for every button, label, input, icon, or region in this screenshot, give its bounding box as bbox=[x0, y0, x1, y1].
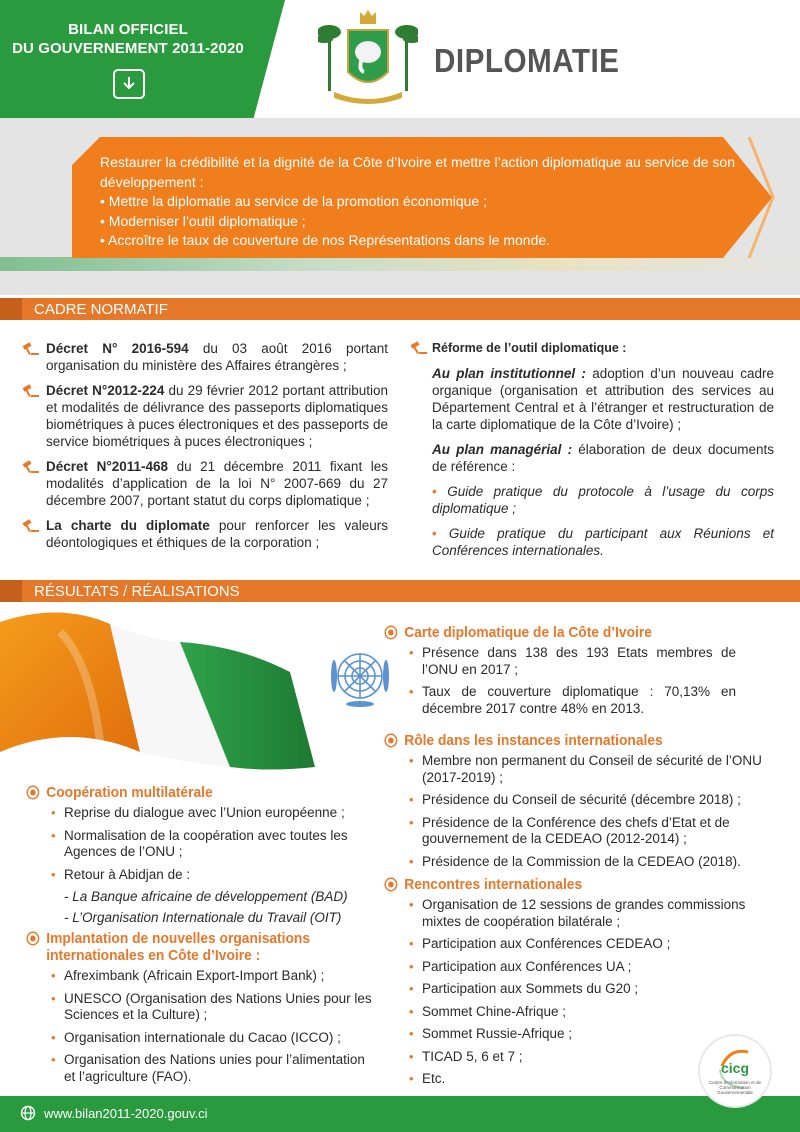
website-link[interactable]: www.bilan2011-2020.gouv.ci bbox=[44, 1106, 208, 1121]
globe-icon bbox=[20, 1105, 36, 1121]
implantation-block bbox=[26, 930, 376, 1091]
cadre-item: Décret N°2011-468 du 21 décembre 2011 fixant les modalités d’application de la loi N° 2007-669 du 27 décembre 2007, portant statut du corps diplomatique ; bbox=[22, 458, 388, 509]
reforme-block bbox=[410, 340, 774, 567]
section-title-results: RÉSULTATS / RÉALISATIONS bbox=[34, 583, 240, 600]
page-footer bbox=[0, 1096, 800, 1132]
implantation-title: Implantation de nouvelles organisations internationales en Côte d’Ivoire : bbox=[26, 930, 348, 964]
list-item: • TICAD 5, 6 et 7 ; bbox=[406, 1049, 774, 1066]
target-icon bbox=[384, 733, 398, 748]
gavel-icon bbox=[22, 519, 40, 533]
list-item: • Participation aux Conférences UA ; bbox=[406, 959, 774, 976]
header-title bbox=[0, 20, 256, 58]
cadre-item: Décret N°2012-224 du 29 février 2012 portant attribution et modalités de délivrance des passeports diplomatiques biométriques à puces électroniques et des passeports de service biométriques à puces électroniques ; bbox=[22, 382, 388, 450]
intro-text bbox=[100, 153, 740, 251]
list-item: • Afreximbank (Africain Export-Import Bank) ; bbox=[48, 968, 376, 985]
cicg-logo-text: cicg bbox=[720, 1060, 749, 1076]
list-item: • Membre non permanent du Conseil de sécurité de l’ONU (2017-2019) ; bbox=[406, 753, 774, 786]
gavel-icon bbox=[22, 384, 40, 398]
cicg-logo-caption: Centre d’Information et de Communication Gouvernementale bbox=[708, 1080, 762, 1095]
intro-bullet: • Moderniser l’outil diplomatique ; bbox=[100, 212, 306, 229]
gavel-icon bbox=[22, 342, 40, 356]
list-item: • Présidence de la Conférence des chefs d’Etat et de gouvernement de la CEDEAO (2012-2014) ; bbox=[406, 815, 774, 848]
list-item: • Organisation des Nations unies pour l’alimentation et l’agriculture (FAO). bbox=[48, 1052, 376, 1085]
cooperation-title: Coopération multilatérale bbox=[26, 784, 348, 801]
list-item: • Etc. bbox=[406, 1071, 774, 1088]
reforme-managerial: Au plan managérial : élaboration de deux documents de référence : bbox=[432, 442, 774, 474]
cadre-item-bold: La charte du diplomate bbox=[46, 518, 210, 533]
ivory-coast-flag-image bbox=[0, 602, 320, 772]
guide-item: • Guide pratique du protocole à l’usage du corps diplomatique ; bbox=[432, 484, 774, 516]
list-item: • Reprise du dialogue avec l’Union européenne ; bbox=[48, 805, 376, 822]
section-title-cadre: CADRE NORMATIF bbox=[34, 301, 168, 318]
reforme-title: Réforme de l’outil diplomatique : bbox=[410, 340, 774, 357]
list-item: • UNESCO (Organisation des Nations Unies pour les Sciences et la Culture) ; bbox=[48, 991, 376, 1024]
page-title: DIPLOMATIE bbox=[434, 42, 620, 79]
sub-item: - La Banque africaine de développement (BAD) bbox=[64, 889, 348, 904]
list-item: • Sommet Russie-Afrique ; bbox=[406, 1026, 774, 1043]
intro-bullet: • Accroître le taux de couverture de nos Représentations dans le monde. bbox=[100, 232, 551, 248]
list-item: • Présence dans 138 des 193 Etats membres de l’ONU en 2017 ; bbox=[406, 645, 736, 678]
guide-item: • Guide pratique du participant aux Réunions et Conférences internationales. bbox=[432, 526, 774, 558]
header-title-line1: BILAN OFFICIEL bbox=[68, 21, 188, 38]
header-banner bbox=[0, 0, 285, 118]
cadre-item-bold: Décret N° 2016-594 bbox=[46, 341, 189, 356]
intro-lead: Restaurer la crédibilité et la dignité de la Côte d’Ivoire et mettre l’action diplomatique au service de son développement : bbox=[100, 154, 736, 190]
page-header bbox=[0, 0, 800, 118]
cadre-list bbox=[22, 340, 388, 559]
list-item: • Présidence du Conseil de sécurité (décembre 2018) ; bbox=[406, 792, 774, 809]
list-item: • Sommet Chine-Afrique ; bbox=[406, 1004, 774, 1021]
list-item: • Organisation de 12 sessions de grandes commissions mixtes de coopération bilatérale ; bbox=[406, 897, 774, 930]
gavel-icon bbox=[410, 341, 428, 355]
download-icon bbox=[120, 75, 138, 93]
gavel-icon bbox=[22, 460, 40, 474]
cooperation-block bbox=[26, 784, 376, 931]
list-item: • Normalisation de la coopération avec toutes les Agences de l’ONU ; bbox=[48, 828, 376, 861]
cadre-item: Décret N° 2016-594 du 03 août 2016 portant organisation du ministère des Affaires étrangères ; bbox=[22, 340, 388, 374]
reforme-institutionnel: Au plan institutionnel : adoption d’un nouveau cadre organique (organisation et attribution des services au Département Central et à l’étranger et restructuration de la carte diplomatique de la Côte d’Ivoire) ; bbox=[432, 366, 774, 432]
coat-of-arms-icon bbox=[318, 6, 418, 110]
list-item: • Participation aux Conférences CEDEAO ; bbox=[406, 936, 774, 953]
header-title-line2: DU GOUVERNEMENT 2011-2020 bbox=[12, 40, 244, 57]
cadre-item-bold: Décret N°2011-468 bbox=[46, 459, 169, 474]
list-item: • Retour à Abidjan de : bbox=[48, 867, 376, 884]
sub-item: - L’Organisation Internationale du Travail (OIT) bbox=[64, 910, 342, 925]
role-block bbox=[384, 732, 774, 876]
list-item: • Présidence de la Commission de la CEDEAO (2018). bbox=[406, 854, 774, 871]
intro-bullet: • Mettre la diplomatie au service de la promotion économique ; bbox=[100, 193, 487, 209]
section-bar-results bbox=[0, 580, 800, 602]
download-button[interactable] bbox=[113, 69, 145, 99]
target-icon bbox=[26, 785, 40, 800]
list-item: • Participation aux Sommets du G20 ; bbox=[406, 981, 774, 998]
cadre-item: La charte du diplomate pour renforcer les valeurs déontologiques et éthiques de la corporation ; bbox=[22, 517, 388, 551]
intro-band-gradient bbox=[0, 257, 800, 271]
carte-title: Carte diplomatique de la Côte d’Ivoire bbox=[384, 624, 708, 641]
target-icon bbox=[26, 931, 40, 946]
target-icon bbox=[384, 625, 398, 640]
cadre-item-bold: Décret N°2012-224 bbox=[46, 383, 165, 398]
rencontres-title: Rencontres internationales bbox=[384, 876, 743, 893]
role-title: Rôle dans les instances internationales bbox=[384, 732, 743, 749]
list-item: • Taux de couverture diplomatique : 70,13% en décembre 2017 contre 48% en 2013. bbox=[406, 684, 736, 717]
cicg-logo bbox=[700, 1036, 770, 1106]
arrow-chevron-icon bbox=[735, 137, 775, 258]
carte-block bbox=[384, 624, 736, 723]
section-bar-cadre bbox=[0, 298, 800, 320]
target-icon bbox=[384, 877, 398, 892]
list-item: • Organisation internationale du Cacao (ICCO) ; bbox=[48, 1030, 376, 1047]
